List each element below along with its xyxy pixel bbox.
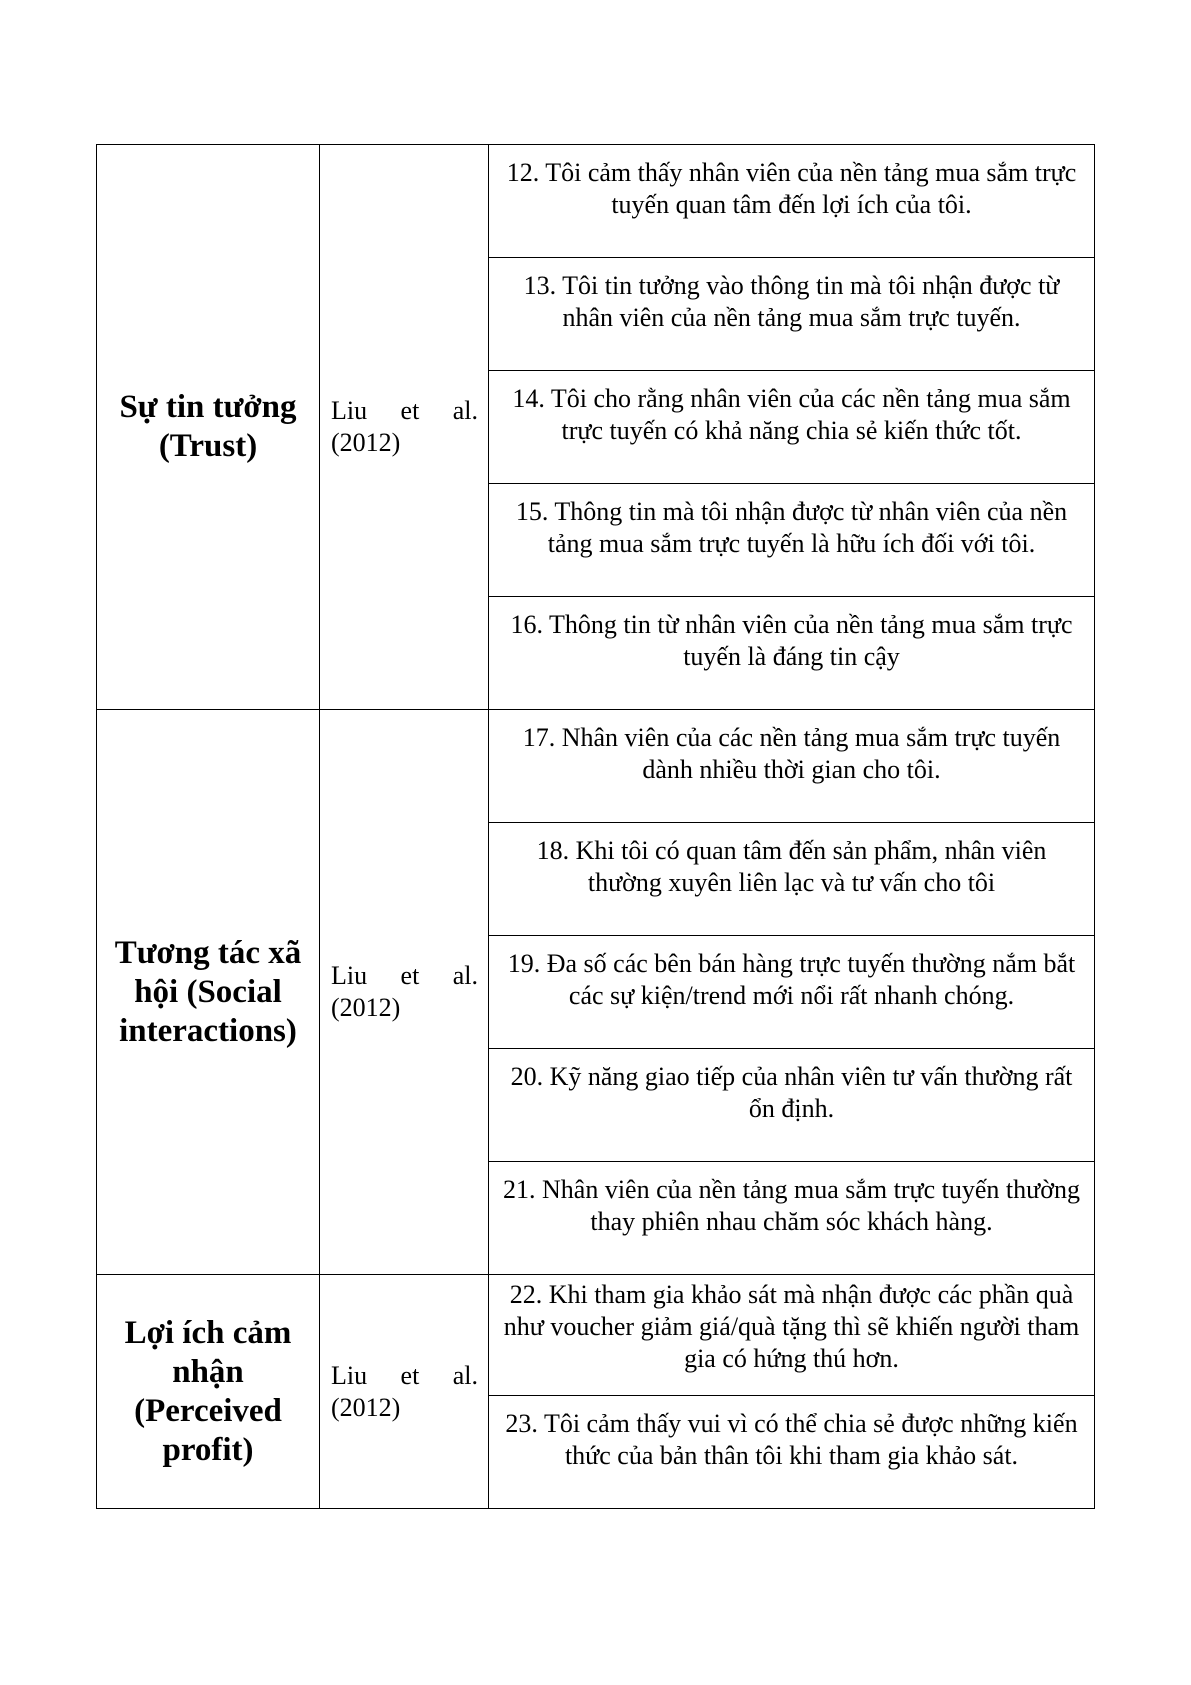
factor-line: hội (Social xyxy=(134,973,282,1010)
item-cell-12: 12. Tôi cảm thấy nhân viên của nền tảng mua sắm trực tuyến quan tâm đến lợi ích của tôi. xyxy=(489,145,1095,258)
item-cell-18: 18. Khi tôi có quan tâm đến sản phẩm, nhân viên thường xuyên liên lạc và tư vấn cho tôi xyxy=(489,823,1095,936)
item-cell-16: 16. Thông tin từ nhân viên của nền tảng mua sắm trực tuyến là đáng tin cậy xyxy=(489,597,1095,710)
item-cell-19: 19. Đa số các bên bán hàng trực tuyến thường nắm bắt các sự kiện/trend mới nổi rất nhanh chóng. xyxy=(489,936,1095,1049)
table-row xyxy=(97,145,1095,258)
source-cell-social-interactions xyxy=(320,710,489,1275)
source-et: et xyxy=(400,396,420,425)
item-cell-23: 23. Tôi cảm thấy vui vì có thể chia sẻ được những kiến thức của bản thân tôi khi tham gia khảo sát. xyxy=(489,1396,1095,1509)
item-cell-15: 15. Thông tin mà tôi nhận được từ nhân viên của nền tảng mua sắm trực tuyến là hữu ích đối với tôi. xyxy=(489,484,1095,597)
item-cell-22: 22. Khi tham gia khảo sát mà nhận được các phần quà như voucher giảm giá/quà tặng thì sẽ khiến người tham gia có hứng thú hơn. xyxy=(489,1275,1095,1396)
source-year: (2012) xyxy=(331,428,401,457)
factor-line: (Perceived xyxy=(134,1392,282,1429)
source-al: al. xyxy=(452,396,478,425)
item-cell-14: 14. Tôi cho rằng nhân viên của các nền tảng mua sắm trực tuyến có khả năng chia sẻ kiến thức tốt. xyxy=(489,371,1095,484)
survey-table xyxy=(96,144,1095,1509)
factor-line: (Trust) xyxy=(158,428,258,464)
source-year: (2012) xyxy=(331,993,401,1022)
source-author: Liu xyxy=(331,1360,368,1390)
source-et: et xyxy=(400,961,420,990)
factor-line: Lợi ích cảm xyxy=(124,1314,292,1351)
factor-line: profit) xyxy=(162,1431,254,1468)
table-row xyxy=(97,710,1095,823)
source-cell-trust xyxy=(320,145,489,710)
table-row xyxy=(97,1275,1095,1396)
source-author: Liu xyxy=(331,396,368,425)
item-cell-20: 20. Kỹ năng giao tiếp của nhân viên tư vấn thường rất ổn định. xyxy=(489,1049,1095,1162)
source-year: (2012) xyxy=(331,1392,401,1422)
source-al: al. xyxy=(452,1360,478,1390)
factor-line: interactions) xyxy=(119,1012,297,1049)
source-cell-perceived-profit xyxy=(320,1275,489,1509)
source-al: al. xyxy=(452,961,478,990)
factor-line: Tương tác xã xyxy=(114,934,302,971)
factor-cell-perceived-profit xyxy=(97,1275,320,1509)
factor-cell-trust xyxy=(97,145,320,710)
source-author: Liu xyxy=(331,961,368,990)
factor-line: Sự tin tưởng xyxy=(119,389,297,425)
item-cell-17: 17. Nhân viên của các nền tảng mua sắm trực tuyến dành nhiều thời gian cho tôi. xyxy=(489,710,1095,823)
item-cell-13: 13. Tôi tin tưởng vào thông tin mà tôi nhận được từ nhân viên của nền tảng mua sắm trực tuyến. xyxy=(489,258,1095,371)
factor-cell-social-interactions xyxy=(97,710,320,1275)
item-cell-21: 21. Nhân viên của nền tảng mua sắm trực tuyến thường thay phiên nhau chăm sóc khách hàng. xyxy=(489,1162,1095,1275)
factor-line: nhận xyxy=(172,1353,244,1390)
source-et: et xyxy=(400,1360,420,1390)
